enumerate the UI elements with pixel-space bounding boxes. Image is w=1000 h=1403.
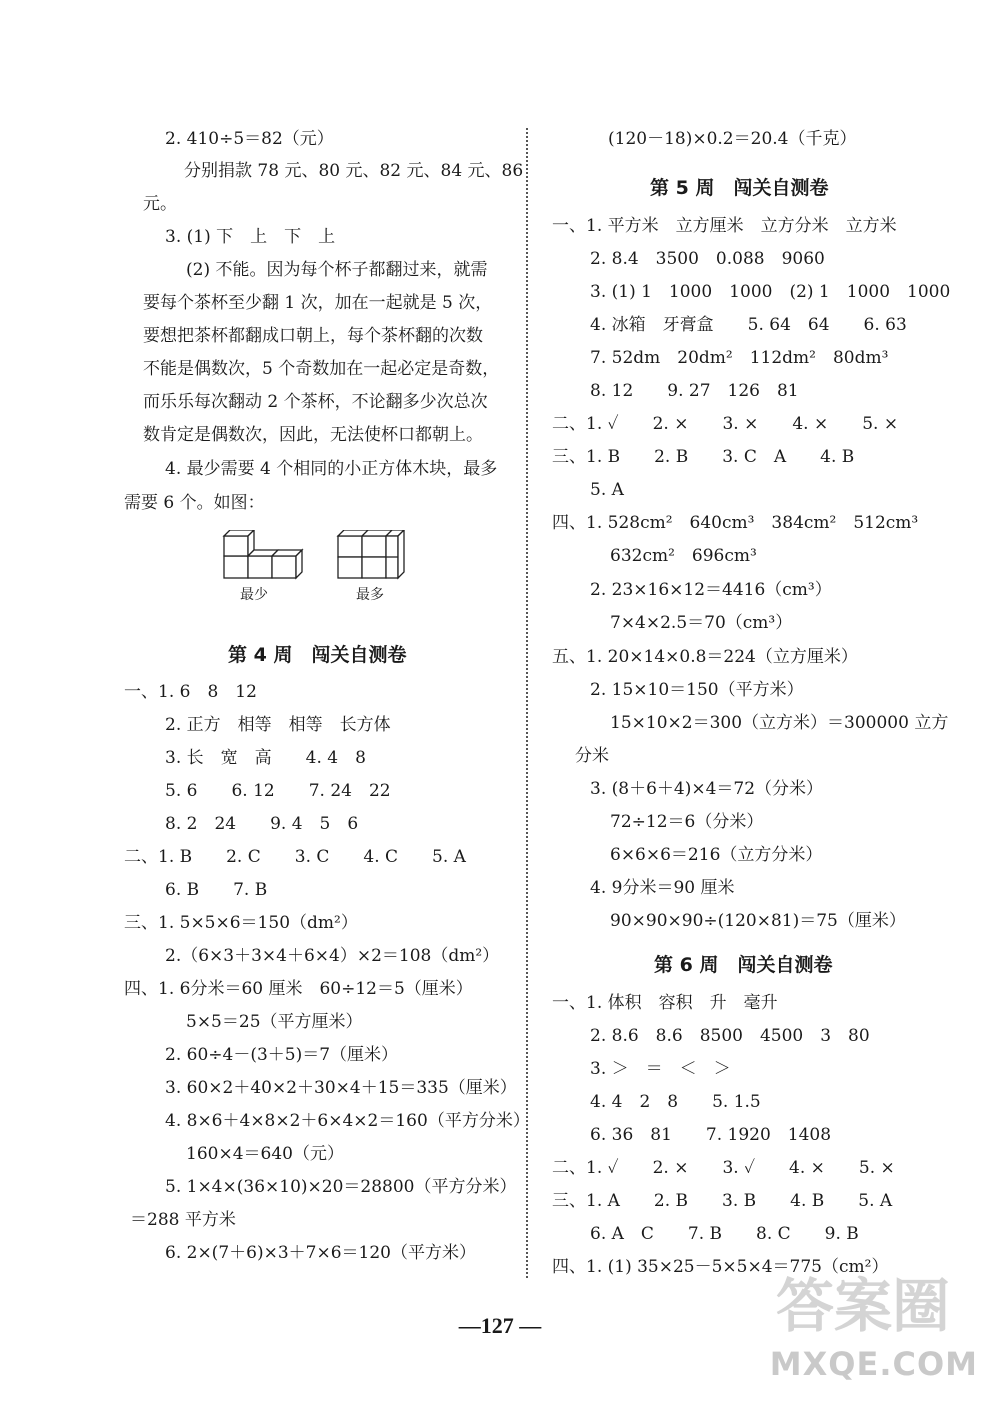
text-line: 3. ＞ ＝ ＜ ＞ bbox=[590, 1059, 731, 1079]
section-heading-week5: 第 5 周 闯关自测卷 bbox=[650, 177, 829, 199]
figure-caption-max: 最多 bbox=[356, 587, 384, 603]
text-line: 一、1. 平方米 立方厘米 立方分米 立方米 bbox=[552, 216, 897, 236]
text-line: 15×10×2＝300（立方米）＝300000 立方 bbox=[610, 713, 949, 733]
text-line: 而乐乐每次翻动 2 个茶杯，不论翻多少次总次 bbox=[143, 392, 488, 412]
text-line: 7. 52dm 20dm² 112dm² 80dm³ bbox=[590, 348, 889, 368]
text-line: 5. 1×4×(36×10)×20＝28800（平方分米） bbox=[165, 1177, 517, 1197]
text-line: 4. 最少需要 4 个相同的小正方体木块，最多 bbox=[165, 459, 498, 479]
text-line: 四、1. 6分米＝60 厘米 60÷12＝5（厘米） bbox=[124, 979, 473, 999]
watermark-logo: 答案圈 bbox=[775, 1272, 950, 1340]
text-line: 632cm² 696cm³ bbox=[610, 546, 757, 566]
text-line: 5. A bbox=[590, 480, 624, 500]
text-line: 分别捐款 78 元、80 元、82 元、84 元、86 bbox=[184, 161, 524, 181]
text-line: 6. A C 7. B 8. C 9. B bbox=[590, 1224, 859, 1244]
text-line: 4. 冰箱 牙膏盒 5. 64 64 6. 63 bbox=[590, 315, 907, 335]
text-line: 90×90×90÷(120×81)＝75（厘米） bbox=[610, 911, 906, 931]
text-line: 一、1. 体积 容积 升 毫升 bbox=[552, 993, 778, 1013]
text-line: 要想把茶杯都翻成口朝上，每个茶杯翻的次数 bbox=[143, 326, 483, 346]
text-line: ＝288 平方米 bbox=[130, 1210, 236, 1230]
text-line: 三、1. B 2. B 3. C A 4. B bbox=[552, 447, 855, 467]
text-line: 3. 长 宽 高 4. 4 8 bbox=[165, 748, 366, 768]
cube-figure-min bbox=[224, 530, 302, 578]
text-line: 72÷12＝6（分米） bbox=[610, 812, 764, 832]
text-line: 三、1. A 2. B 3. B 4. B 5. A bbox=[552, 1191, 893, 1211]
text-line: 7×4×2.5＝70（cm³） bbox=[610, 613, 793, 633]
text-line: 2. 410÷5＝82（元） bbox=[165, 129, 334, 149]
text-line: 元。 bbox=[143, 194, 177, 214]
text-line: 一、1. 6 8 12 bbox=[124, 682, 257, 702]
text-line: 6. 2×(7＋6)×3＋7×6＝120（平方米） bbox=[165, 1243, 476, 1263]
text-line: 三、1. 5×5×6＝150（dm²） bbox=[124, 913, 358, 933]
text-line: 3. (1) 下 上 下 上 bbox=[165, 227, 336, 247]
text-line: 数肯定是偶数次，因此，无法使杯口都朝上。 bbox=[143, 425, 483, 445]
text-line: 2. 60÷4－(3＋5)＝7（厘米） bbox=[165, 1045, 399, 1065]
text-line: 要每个茶杯至少翻 1 次，加在一起就是 5 次， bbox=[143, 293, 493, 313]
text-line: 四、1. (1) 35×25－5×5×4＝775（cm²） bbox=[552, 1257, 889, 1277]
cube-figure-max bbox=[338, 530, 404, 578]
text-line: 8. 2 24 9. 4 5 6 bbox=[165, 814, 359, 834]
text-line: 分米 bbox=[575, 746, 609, 766]
text-line: 3. (8＋6＋4)×4＝72（分米） bbox=[590, 779, 824, 799]
text-line: 2. 15×10＝150（平方米） bbox=[590, 680, 804, 700]
text-line: 2. 23×16×12＝4416（cm³） bbox=[590, 580, 832, 600]
text-line: 二、1. ✓ 2. × 3. × 4. × 5. × bbox=[552, 414, 899, 434]
text-line: 5. 6 6. 12 7. 24 22 bbox=[165, 781, 391, 801]
text-line: 6×6×6＝216（立方分米） bbox=[610, 845, 823, 865]
text-line: (2) 不能。因为每个杯子都翻过来，就需 bbox=[186, 260, 488, 280]
text-line: 五、1. 20×14×0.8＝224（立方厘米） bbox=[552, 647, 858, 667]
watermark-url: MXQE.COM bbox=[769, 1345, 978, 1383]
text-line: 6. B 7. B bbox=[165, 880, 268, 900]
text-line: 3. (1) 1 1000 1000 (2) 1 1000 1000 bbox=[590, 282, 951, 302]
text-line: 5×5＝25（平方厘米） bbox=[186, 1012, 363, 1032]
page-number: —127 — bbox=[458, 1313, 542, 1338]
text-line: 4. 9分米＝90 厘米 bbox=[590, 878, 735, 898]
text-line: 4. 8×6＋4×8×2＋6×4×2＝160（平方分米） bbox=[165, 1111, 530, 1131]
text-line: 二、1. B 2. C 3. C 4. C 5. A bbox=[124, 847, 466, 867]
column-divider bbox=[526, 128, 528, 1278]
section-heading-week6: 第 6 周 闯关自测卷 bbox=[654, 954, 833, 976]
text-line: 不能是偶数次，5 个奇数加在一起必定是奇数， bbox=[143, 359, 500, 379]
text-line: (120－18)×0.2＝20.4（千克） bbox=[608, 129, 857, 149]
text-line: 2.（6×3＋3×4＋6×4）×2＝108（dm²） bbox=[165, 946, 500, 966]
text-line: 8. 12 9. 27 126 81 bbox=[590, 381, 799, 401]
text-line: 2. 正方 相等 相等 长方体 bbox=[165, 715, 391, 735]
text-line: 3. 60×2＋40×2＋30×4＋15＝335（厘米） bbox=[165, 1078, 517, 1098]
figure-caption-min: 最少 bbox=[240, 587, 268, 603]
text-line: 2. 8.4 3500 0.088 9060 bbox=[590, 249, 825, 269]
section-heading-week4: 第 4 周 闯关自测卷 bbox=[228, 644, 407, 666]
text-line: 4. 4 2 8 5. 1.5 bbox=[590, 1092, 761, 1112]
text-line: 二、1. ✓ 2. × 3. ✓ 4. × 5. × bbox=[552, 1158, 895, 1178]
text-line: 四、1. 528cm² 640cm³ 384cm² 512cm³ bbox=[552, 513, 919, 533]
text-line: 需要 6 个。如图： bbox=[124, 493, 265, 513]
text-line: 2. 8.6 8.6 8500 4500 3 80 bbox=[590, 1026, 870, 1046]
text-line: 6. 36 81 7. 1920 1408 bbox=[590, 1125, 832, 1145]
text-line: 160×4＝640（元） bbox=[186, 1144, 344, 1164]
